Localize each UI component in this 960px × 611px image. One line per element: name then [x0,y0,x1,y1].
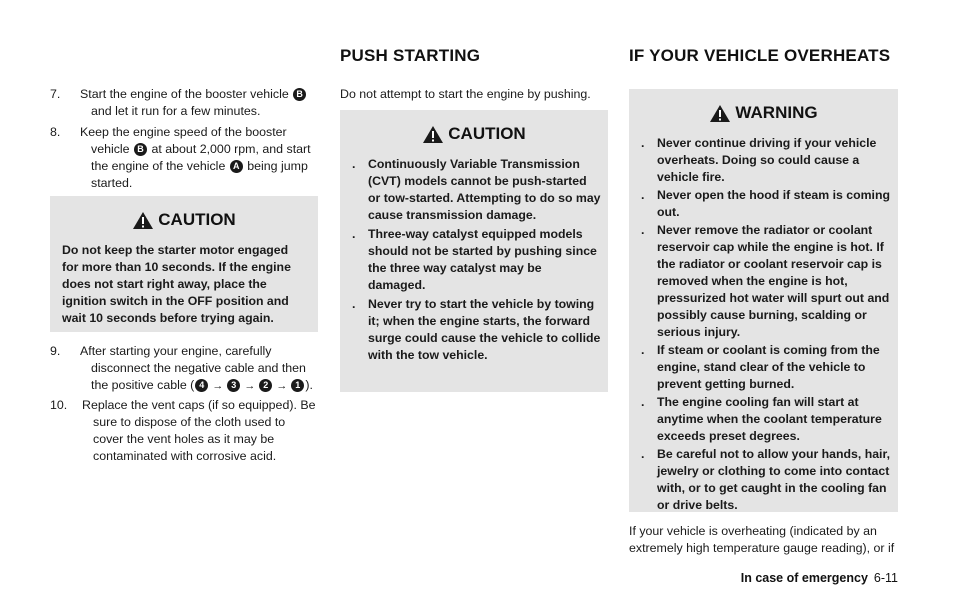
caution-title: CAUTION [448,124,526,143]
warning-list [629,135,898,514]
step-text: After starting your engine, carefully disconnect the negative cable and then the positive cable ( [80,344,306,392]
caution-text: Do not keep the starter motor engaged for more than 10 seconds. If the engine does not start right away, place the ignition switch in the OFF position and wait 10 seconds before trying again. [62,243,291,325]
warning-item: . If steam or coolant is coming from the engine, stand clear of the vehicle to prevent getting burned. [641,343,880,391]
circled-letter-b: B [134,143,147,156]
caution-box [50,196,318,332]
arrow-right-icon: → [276,380,288,392]
step-9 [50,343,318,395]
footer-section: In case of emergency [740,571,868,585]
warning-item: . Never remove the radiator or coolant reservoir cap while the engine is hot. If the radiator or coolant reservoir cap is removed when the engine is hot, pressurized hot water will spurt out and possibly cause burning, scalding or serious injury. [641,223,890,339]
circled-number-3: 3 [227,379,240,392]
step-text: Replace the vent caps (if so equipped). Be sure to dispose of the cloth used to cover the vent holes as it may be contaminated with corrosive acid. [82,398,316,463]
step-number: 10. [50,398,68,412]
caution-box-push [340,110,608,392]
step-10 [50,397,318,465]
caution-item: . Never try to start the vehicle by towing it; when the engine starts, the forward surge could cause the vehicle to collide with the tow vehicle. [352,297,601,362]
step-text: being jump started. [91,159,308,190]
step-text: and let it run for a few minutes. [91,104,261,118]
step-number: 7. [50,87,61,101]
circled-number-2: 2 [259,379,272,392]
section-title-overheats: IF YOUR VEHICLE OVERHEATS [629,46,891,65]
warning-triangle-icon [709,104,731,123]
arrow-right-icon: → [244,380,256,392]
caution-header [340,110,608,156]
step-number: 8. [50,125,61,139]
warning-triangle-icon [132,211,154,230]
warning-box [629,89,898,512]
circled-number-4: 4 [195,379,208,392]
overheat-paragraph: If your vehicle is overheating (indicated by an extremely high temperature gauge reading), or if [629,524,895,555]
step-text: Start the engine of the booster vehicle [80,87,289,101]
caution-item: . Three-way catalyst equipped models should not be started by pushing since the three way catalyst may be damaged. [352,227,597,292]
caution-header [50,196,318,242]
circled-letter-a: A [230,160,243,173]
step-text: Keep the engine speed of the booster vehicle [80,125,287,156]
caution-list [340,156,608,364]
circled-number-1: 1 [291,379,304,392]
page-number: 6-11 [873,571,898,585]
step-text: at about 2,000 rpm, and start the engine of the vehicle [91,142,311,173]
page-footer [741,571,898,585]
warning-triangle-icon [422,125,444,144]
caution-title: CAUTION [158,210,236,229]
warning-item: . Never open the hood if steam is coming out. [641,188,890,219]
warning-item: . The engine cooling fan will start at anytime when the coolant temperature exceeds preset degrees. [641,395,882,443]
warning-title: WARNING [735,103,818,122]
warning-item: . Never continue driving if your vehicle overheats. Doing so could cause a vehicle fire. [641,136,877,184]
warning-header [629,89,898,135]
step-text: ). [305,378,313,392]
step-8 [50,124,318,192]
warning-item: . Be careful not to allow your hands, hair, jewelry or clothing to come into contact with, or to get caught in the cooling fan or drive belts. [641,447,890,512]
push-start-intro: Do not attempt to start the engine by pushing. [340,87,591,101]
section-title-push-starting: PUSH STARTING [340,46,481,65]
caution-item: . Continuously Variable Transmission (CVT) models cannot be push-started or tow-started. Attempting to do so may cause transmission damage. [352,157,601,222]
arrow-right-icon: → [212,380,224,392]
step-7 [50,86,318,120]
step-number: 9. [50,344,61,358]
circled-letter-b: B [293,88,306,101]
